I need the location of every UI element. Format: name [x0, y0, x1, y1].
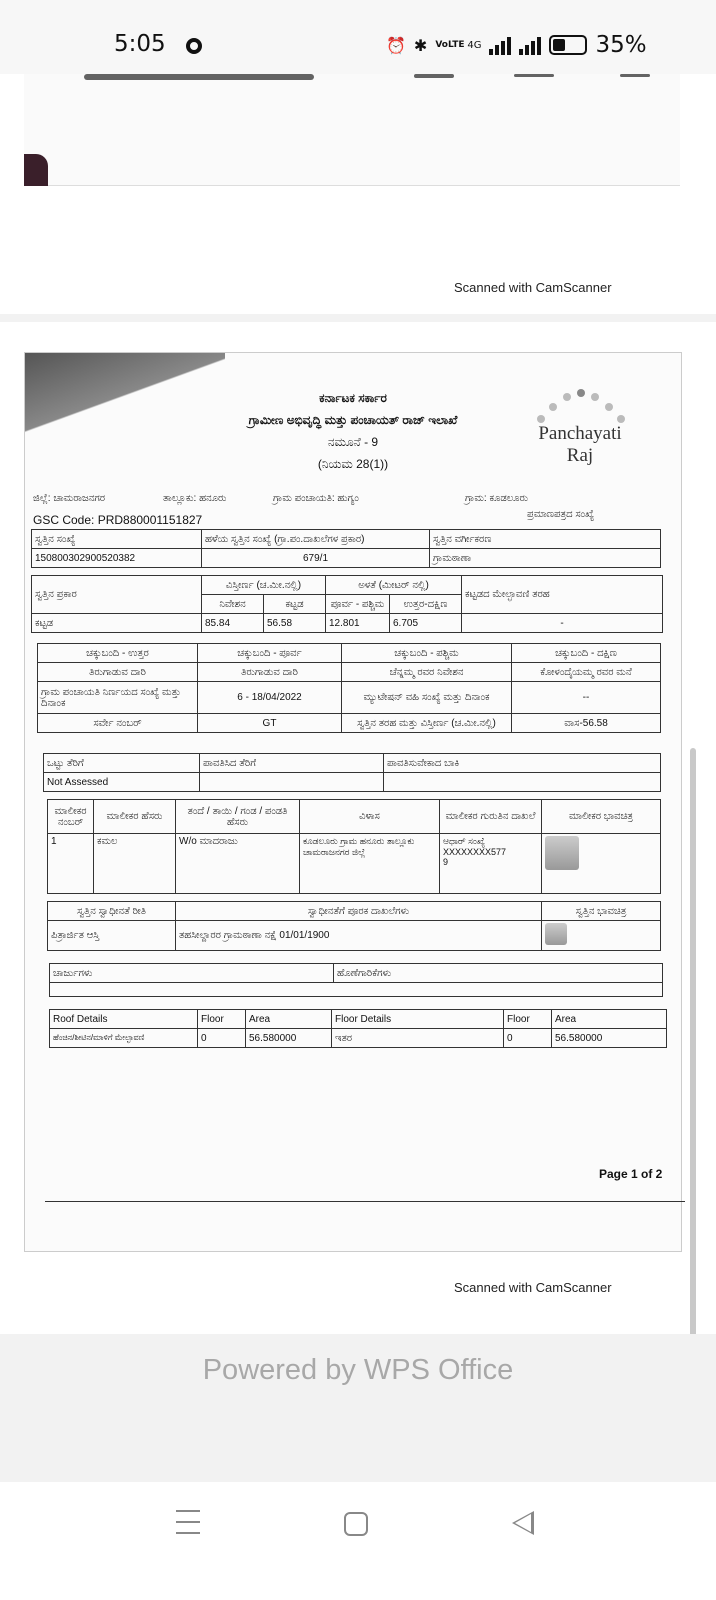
roof-floor: 0 [198, 1029, 246, 1048]
roof-type-label: ಕಟ್ಟಡದ ಮೇಲ್ಛಾವಣಿ ತರಹ [462, 576, 663, 614]
camscanner-label: Scanned with CamScanner [454, 280, 612, 295]
area-table [31, 575, 663, 633]
tax-balance-value [384, 773, 661, 792]
dept-name: ಗ್ರಾಮೀಣ ಅಭಿವೃದ್ಧಿ ಮತ್ತು ಪಂಚಾಯತ್ ರಾಜ್ ಇಲಾಖೆ [248, 413, 458, 427]
id-label: ಮಾಲೀಕರ ಗುರುತಿನ ದಾಖಲೆ [440, 800, 542, 834]
survey-no: GT [198, 714, 342, 733]
volte-icon: VoLTE [435, 39, 465, 50]
village: ಗ್ರಾಮ: ಕೂಡಲೂರು [465, 493, 529, 504]
length-label: ಅಳತೆ (ಮೀಟರ್ ನಲ್ಲಿ) [326, 576, 462, 595]
site-area: 85.84 [202, 614, 264, 633]
old-property-no-label: ಹಳೆಯ ಸ್ವತ್ತಿನ ಸಂಖ್ಯೆ (ಗ್ರಾ.ಪಂ.ದಾಖಲೆಗಳ ಪ್ರಕಾರ) [202, 530, 430, 549]
bluetooth-icon: ✱ [413, 35, 428, 55]
gram-panchayat: ಗ್ರಾಮ ಪಂಚಾಯತಿ: ಹುಗ್ಯಂ [273, 493, 359, 504]
tax-table [43, 753, 661, 792]
east-label: ಚಕ್ಕುಬಂದಿ - ಪೂರ್ವ [198, 644, 342, 663]
ew-length: 12.801 [326, 614, 390, 633]
owner-no: 1 [48, 834, 94, 894]
building-area: 56.58 [264, 614, 326, 633]
owner-no-label: ಮಾಲೀಕರ ನಂಬರ್ [48, 800, 94, 834]
battery-icon [549, 35, 587, 55]
building-label: ಕಟ್ಟಡ [264, 595, 326, 614]
id-number: XXXXXXXX577 [443, 847, 507, 857]
roof-area-label: Area [246, 1010, 332, 1029]
ns-length: 6.705 [390, 614, 462, 633]
floor-details-label: Floor Details [332, 1010, 504, 1029]
relation: W/o ಮಾದರಾಜು [176, 834, 300, 894]
district: ಜಿಲ್ಲೆ: ಚಾಮರಾಜನಗರ [33, 493, 106, 504]
property-photo [545, 923, 567, 945]
back-icon[interactable] [512, 1511, 534, 1535]
panchayati-raj-logo [525, 383, 635, 467]
west-label: ಚಕ್ಕುಬಂದಿ - ಪಶ್ಚಿಮ [342, 644, 512, 663]
site-label: ನಿವೇಶನ [202, 595, 264, 614]
floor-area-label: Area [552, 1010, 667, 1029]
logo-text: Panchayati Raj [538, 423, 622, 466]
rule-reference: (ನಿಯಮ 28(1)) [317, 457, 389, 471]
acquisition-table [47, 901, 661, 951]
ns-label: ಉತ್ತರ-ದಕ್ಷಿಣ [390, 595, 462, 614]
roof-area: 56.580000 [246, 1029, 332, 1048]
floor-area: 56.580000 [552, 1029, 667, 1048]
owner-table [47, 799, 661, 894]
scanned-page-bottom [24, 74, 680, 186]
property-no: 150800302900520382 [32, 549, 202, 568]
form-number: ನಮೂನೆ - 9 [327, 435, 379, 449]
roof-type: ಹೆಂಚಿನ/ಶೀಟಿನ/ಮಾಳಿಗೆ ಮೇಲ್ಛಾವಣಿ [50, 1029, 198, 1048]
property-class-label: ಸ್ವತ್ತಿನ ವರ್ಗೀಕರಣ [430, 530, 661, 549]
property-type-label: ಸ್ವತ್ತಿನ ಪ್ರಕಾರ [32, 576, 202, 614]
document-viewer[interactable] [0, 74, 716, 1334]
liabilities-table [49, 963, 663, 997]
tax-balance-label: ಪಾವತಿಸುವೇಕಾದ ಬಾಕಿ [384, 754, 661, 773]
taluk: ತಾಲ್ಲೂಕು: ಹನೂರು [163, 493, 227, 504]
alarm-icon: ⏰ [386, 35, 406, 55]
acquisition-docs: ತಹಸೀಲ್ದಾರರ ಗ್ರಾಮಠಾಣಾ ನಕ್ಷೆ 01/01/1900 [176, 921, 542, 951]
document-page-2 [0, 322, 716, 1334]
id-cell [440, 834, 542, 894]
property-class: ಗ್ರಾಮಠಾಣಾ [430, 549, 661, 568]
certificate-number-label: ಪ್ರಮಾಣಪತ್ರದ ಸಂಖ್ಯೆ [527, 509, 595, 520]
south-label: ಚಕ್ಕುಬಂದಿ - ದಕ್ಷಿಣ [512, 644, 661, 663]
owner-photo-cell [542, 834, 661, 894]
floor-floor-label: Floor [504, 1010, 552, 1029]
property-number-table [31, 529, 661, 568]
address-label: ವಿಳಾಸ [300, 800, 440, 834]
property-nature-label: ಸ್ವತ್ತಿನ ತರಹ ಮತ್ತು ವಿಸ್ತೀರ್ಣ (ಚ.ಮೀ.ನಲ್ಲಿ) [342, 714, 512, 733]
roof-type-value: - [462, 614, 663, 633]
tax-paid-label: ಪಾವತಿಸಿದ ತೆರಿಗೆ [200, 754, 384, 773]
page-divider [45, 1201, 685, 1202]
status-time: 5:05 [114, 31, 166, 57]
page-number: Page 1 of 2 [599, 1167, 663, 1181]
property-nature: ವಾಸ-56.58 [512, 714, 661, 733]
gsc-code: GSC Code: PRD880001151827 [33, 513, 203, 527]
property-type: ಕಟ್ಟಡ [32, 614, 202, 633]
navigation-bar [0, 1482, 716, 1600]
property-no-label: ಸ್ವತ್ತಿನ ಸಂಖ್ಯೆ [32, 530, 202, 549]
status-bar [0, 0, 716, 74]
acquisition-docs-label: ಸ್ವಾಧೀನತೆಗೆ ಪೂರಕ ದಾಖಲೆಗಳು [176, 902, 542, 921]
acquisition-label: ಸ್ವತ್ತಿನ ಸ್ವಾಧೀನತೆ ರೀತಿ [48, 902, 176, 921]
survey-no-label: ಸರ್ವೇ ನಂಬರ್ [38, 714, 198, 733]
area-label: ವಿಸ್ತೀರ್ಣ (ಚ.ಮೀ.ನಲ್ಲಿ) [202, 576, 326, 595]
home-icon[interactable] [344, 1512, 368, 1536]
gp-resolution: 6 - 18/04/2022 [198, 682, 342, 714]
tax-status: Not Assessed [44, 773, 200, 792]
tax-label: ಒಟ್ಟು ತೆರಿಗೆ [44, 754, 200, 773]
signal-icon [489, 35, 511, 55]
mutation-label: ಮ್ಯುಟೇಷನ್ ವಹಿ ಸಂಖ್ಯೆ ಮತ್ತು ದಿನಾಂಕ [342, 682, 512, 714]
gp-resolution-label: ಗ್ರಾಮ ಪಂಚಾಯತಿ ನಿರ್ಣಯದ ಸಂಖ್ಯೆ ಮತ್ತು ದಿನಾಂಕ [38, 682, 198, 714]
liabilities-empty [50, 983, 663, 997]
signal-icon-2 [519, 35, 541, 55]
south-boundary: ಕೋಳಂದೈಯಮ್ಮ ರವರ ಮನೆ [512, 663, 661, 682]
owner-name: ಕಮಲ [94, 834, 176, 894]
old-property-no: 679/1 [202, 549, 430, 568]
camscanner-label-2: Scanned with CamScanner [454, 1280, 612, 1295]
west-boundary: ಚೆನ್ನಮ್ಮ ರವರ ನಿವೇಶನ [342, 663, 512, 682]
north-boundary: ತಿರುಗಾಡುವ ದಾರಿ [38, 663, 198, 682]
gov-name: ಕರ್ನಾಟಕ ಸರ್ಕಾರ [319, 391, 387, 405]
boundaries-table [37, 643, 661, 733]
floor-floor: 0 [504, 1029, 552, 1048]
north-label: ಚಕ್ಕುಬಂದಿ - ಉತ್ತರ [38, 644, 198, 663]
recent-apps-icon[interactable] [176, 1510, 200, 1536]
roof-details-label: Roof Details [50, 1010, 198, 1029]
acquisition: ಪಿತ್ರಾರ್ಜಿತ ಆಸ್ತಿ [48, 921, 176, 951]
id-type: ಆಧಾರ್ ಸಂಖ್ಯೆ [443, 836, 486, 846]
property-photo-label: ಸ್ವತ್ತಿನ ಭಾವಚಿತ್ರ [542, 902, 661, 921]
status-icons [386, 32, 647, 58]
relation-label: ತಂದೆ / ತಾಯಿ / ಗಂಡ / ಪಂಡತಿ ಹೆಸರು [176, 800, 300, 834]
floor-table [49, 1009, 667, 1048]
address: ಕೂಡಲೂರು ಗ್ರಾಮ ಹನೂರು ತಾಲ್ಲೂಕು ಚಾಮರಾಜನಗರ ಜಿಲ್ಲೆ [300, 834, 440, 894]
id-number-suffix: 9 [443, 857, 449, 867]
notification-icon [186, 38, 202, 54]
tax-paid-value [200, 773, 384, 792]
owner-name-label: ಮಾಲೀಕರ ಹೆಸರು [94, 800, 176, 834]
photo-label: ಮಾಲೀಕರ ಭಾವಚಿತ್ರ [542, 800, 661, 834]
roof-floor-label: Floor [198, 1010, 246, 1029]
network-type-icon: 4G [467, 39, 482, 51]
document-page-1 [0, 74, 716, 314]
owner-photo [545, 836, 579, 870]
liabilities-label: ಹೊಣೆಗಾರಿಕೆಗಳು [334, 964, 663, 983]
floor-type: ಇತರ [332, 1029, 504, 1048]
scanned-form [24, 352, 682, 1252]
ew-label: ಪೂರ್ವ - ಪಶ್ಚಿಮ [326, 595, 390, 614]
east-boundary: ತಿರುಗಾಡುವ ದಾರಿ [198, 663, 342, 682]
property-photo-cell [542, 921, 661, 951]
battery-percent: 35% [595, 32, 647, 58]
charges-label: ಚಾರ್ಜುಗಳು [50, 964, 334, 983]
mutation: -- [512, 682, 661, 714]
powered-by-text: Powered by WPS Office [202, 1354, 514, 1386]
